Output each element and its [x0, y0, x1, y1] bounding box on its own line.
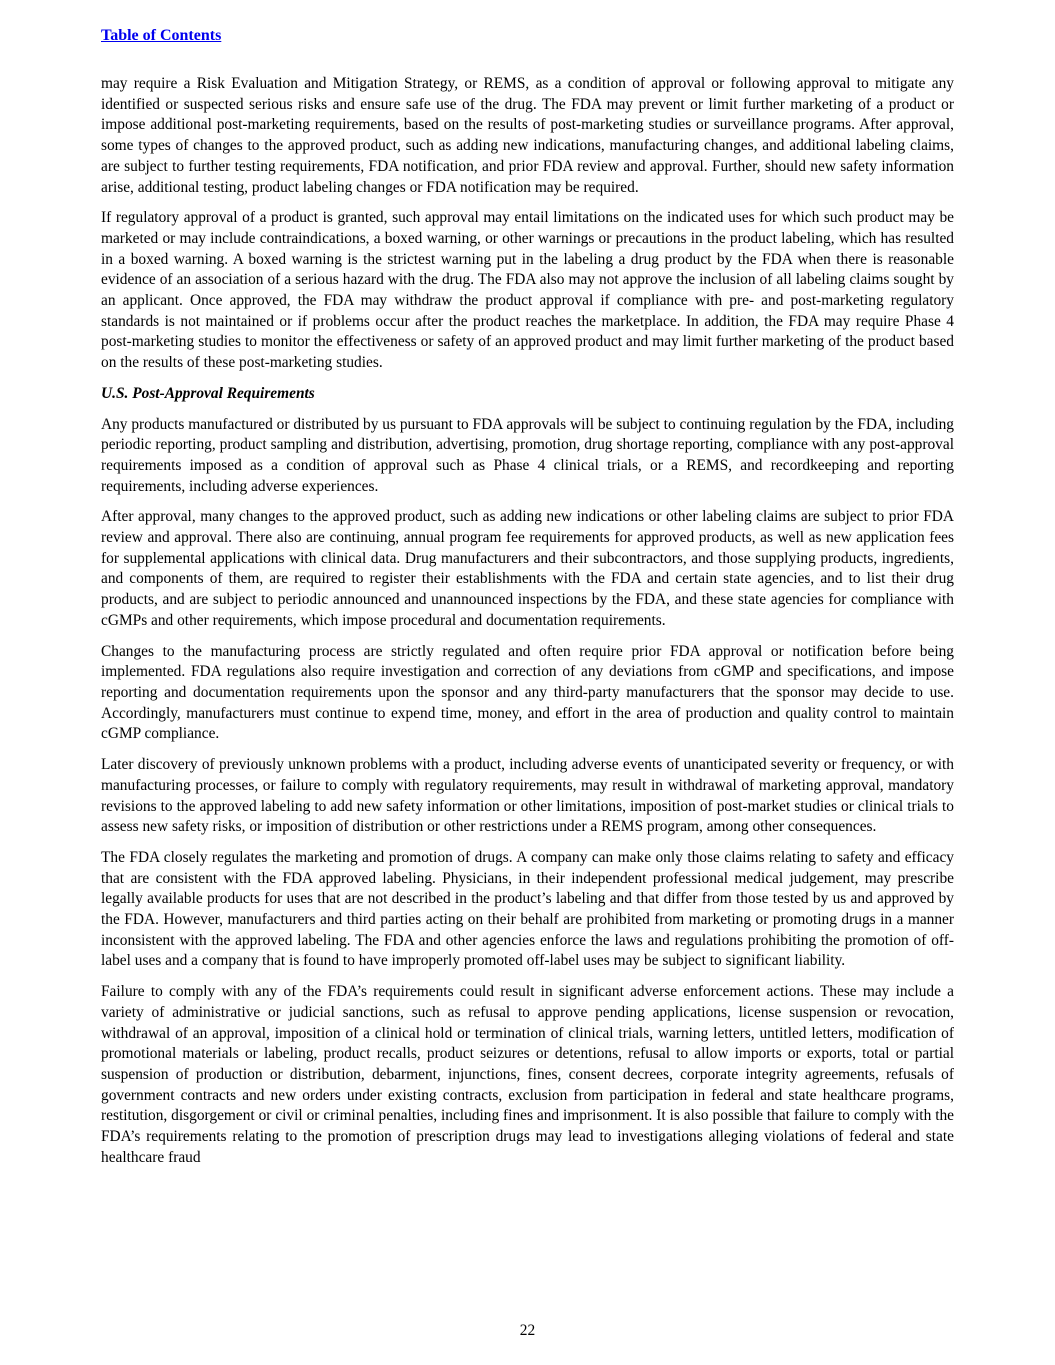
paragraph-enforcement-actions: Failure to comply with any of the FDA’s requirements could result in significant adverse enforcement actions. These may include a variety of administrative or judicial sanctions, such as refusal to approve pending applications, license suspension or revocation, withdrawal of an approval, imposition of a clinical hold or termination of clinical trials, warning letters, untitled letters, modification of promotional materials or labeling, product recalls, product seizures or detentions, refusal to allow imports or exports, total or partial suspension of production or distribution, debarment, injunctions, fines, consent decrees, corporate integrity agreements, refusals of government contracts and new orders under existing contracts, exclusion from participation in federal and state healthcare programs, restitution, disgorgement or civil or criminal penalties, including fines and imprisonment. It is also possible that failure to comply with the FDA’s requirements relating to the promotion of prescription drugs may lead to investigations alleging violations of federal and state healthcare fraud — [101, 983, 954, 1166]
paragraph-rems: may require a Risk Evaluation and Mitigation Strategy, or REMS, as a condition of approval or following approval to mitigate any identified or suspected serious risks and ensure safe use of the drug. The FDA may prevent or limit further marketing of a product or impose additional post-marketing requirements, based on the results of post-marketing studies or surveillance programs. After approval, some types of changes to the approved product, such as adding new indications, manufacturing changes, and additional labeling claims, are subject to further testing requirements, FDA notification, and prior FDA review and approval. Further, should new safety information arise, additional testing, product labeling changes or FDA notification may be required. — [101, 75, 954, 196]
paragraph-continuing-regulation: Any products manufactured or distributed by us pursuant to FDA approvals will be subject to continuing regulation by the FDA, including periodic reporting, product sampling and distribution, advertising, promotion, drug shortage reporting, compliance with any post-approval requirements imposed as a condition of approval such as Phase 4 clinical trials, or a REMS, and recordkeeping and reporting requirements, including adverse experiences. — [101, 415, 954, 495]
document-body — [101, 74, 954, 1178]
paragraph-marketing-promotion: The FDA closely regulates the marketing and promotion of drugs. A company can make only those claims relating to safety and efficacy that are consistent with the FDA approved labeling. Physicians, in their independent professional medical judgement, may prescribe legally available products for uses that are not described in the product’s labeling and that differ from those tested by us and approved by the FDA. However, manufacturers and third parties acting on their behalf are prohibited from marketing or promoting drugs in a manner inconsistent with the approved labeling. The FDA and other agencies enforce the laws and regulations prohibiting the promotion of off-label uses and a company that is found to have improperly promoted off-label uses may be subject to significant liability. — [101, 848, 954, 970]
section-heading: U.S. Post-Approval Requirements — [101, 384, 315, 402]
paragraph-regulatory-approval: If regulatory approval of a product is granted, such approval may entail limitations on the indicated uses for which such product may be marketed or may include contraindications, a boxed warning, or other warnings or precautions in the product labeling, which has resulted in a boxed warning. A boxed warning is the strictest warning put in the labeling a drug product by the FDA when there is reasonable evidence of an association of a serious hazard with the drug. The FDA also may not approve the inclusion of all labeling claims sought by an applicant. Once approved, the FDA may withdraw the product approval if compliance with pre- and post-marketing regulatory standards is not maintained or if problems occur after the product reaches the marketplace. In addition, the FDA may require Phase 4 post-marketing studies to monitor the effectiveness or safety of an approved product and may limit further marketing of the product based on the results of these post-marketing studies. — [101, 209, 954, 372]
paragraph-post-approval-changes: After approval, many changes to the approved product, such as adding new indications or other labeling claims are subject to prior FDA review and approval. There also are continuing, annual program fee requirements for approved products, as well as new application fees for supplemental applications with clinical data. Drug manufacturers and their subcontractors, and those supplying products, ingredients, and components of them, are required to register their establishments with the FDA and certain state agencies, and to list their drug products, and are subject to periodic announced and unannounced inspections by the FDA, and these state agencies for compliance with cGMPs and other requirements, which impose procedural and documentation requirements. — [101, 508, 954, 629]
page-number: 22 — [519, 1322, 536, 1339]
paragraph-later-discovery: Later discovery of previously unknown problems with a product, including adverse events of unanticipated severity or frequency, or with manufacturing processes, or failure to comply with regulatory requirements, may result in withdrawal of marketing approval, mandatory revisions to the approved labeling to add new safety information or other limitations, imposition of post-market studies or clinical trials to assess new safety risks, or imposition of distribution or other restrictions under a REMS program, among other consequences. — [101, 756, 954, 836]
paragraph-manufacturing-changes: Changes to the manufacturing process are strictly regulated and often require prior FDA approval or notification before being implemented. FDA regulations also require investigation and correction of any deviations from cGMP and specifications, and impose reporting and documentation requirements upon the sponsor and any third-party manufacturers that the sponsor may decide to use. Accordingly, manufacturers must continue to expend time, money, and effort in the area of production and quality control to maintain cGMP compliance. — [101, 642, 954, 743]
table-of-contents-link[interactable]: Table of Contents — [101, 27, 222, 44]
